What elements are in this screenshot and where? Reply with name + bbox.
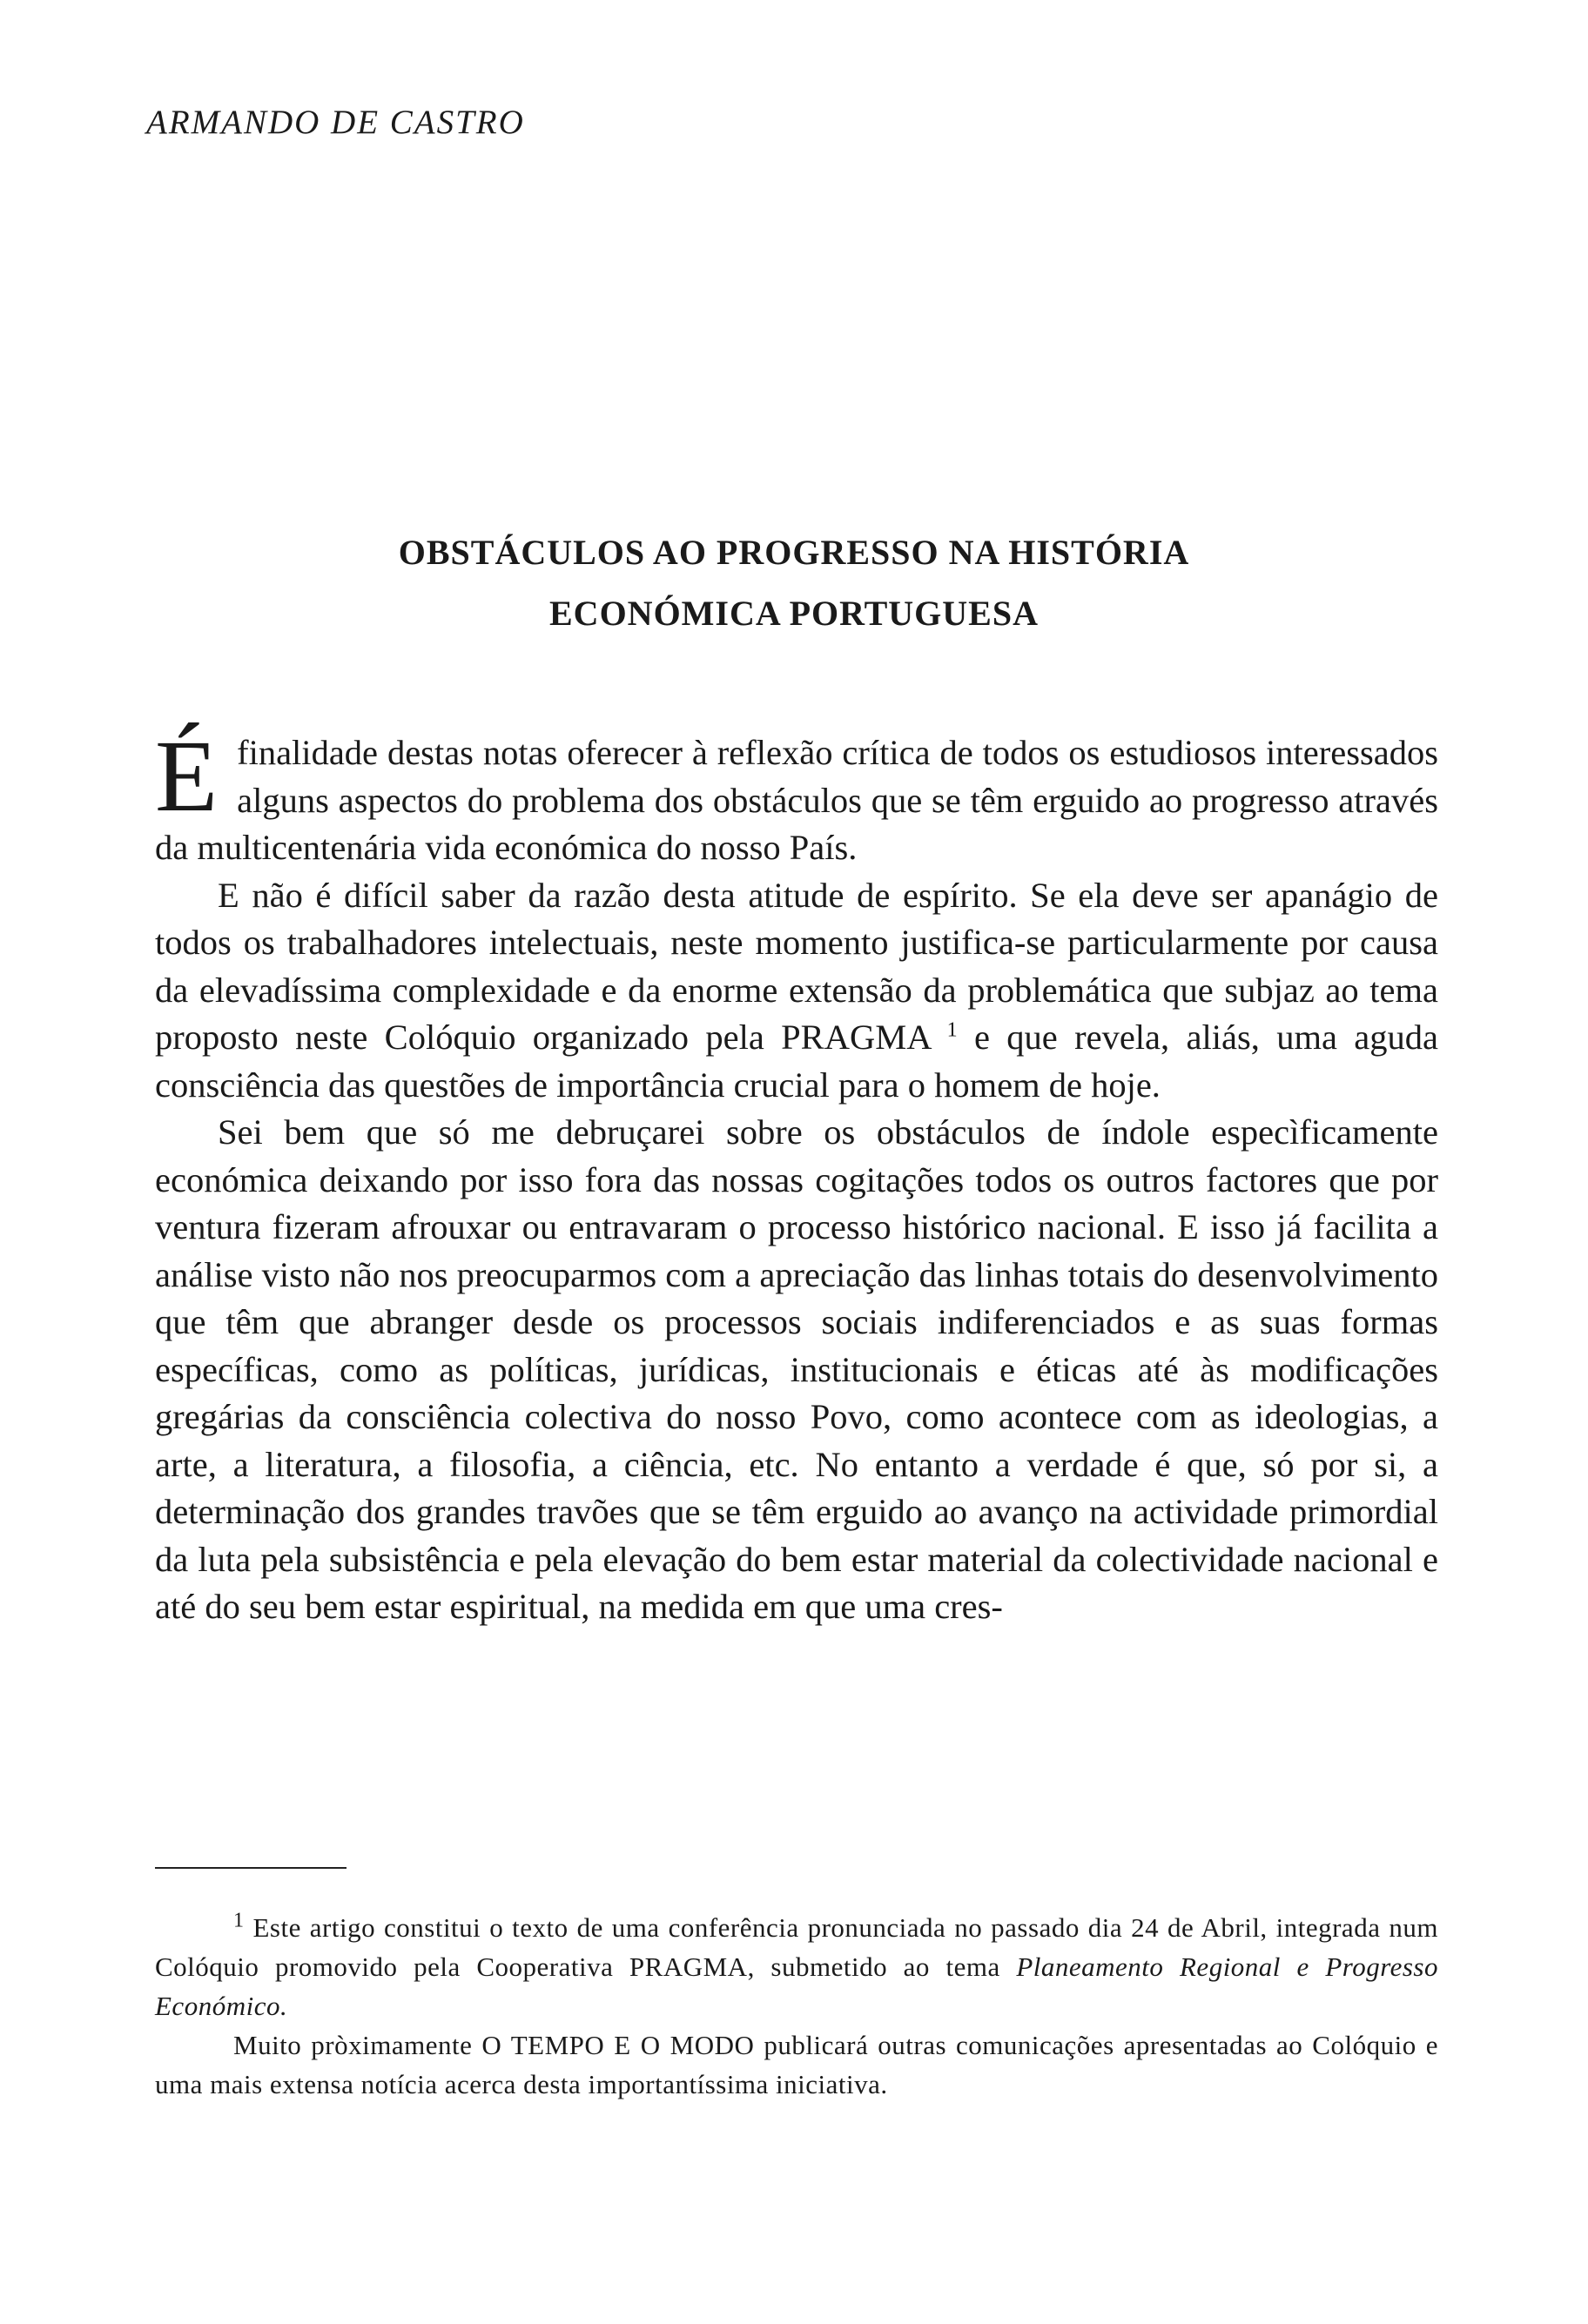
title-line-2: ECONÓMICA PORTUGUESA (549, 594, 1039, 633)
article-title (0, 522, 1588, 644)
footnote-1-text: Este artigo constitui o texto de uma conferência pronunciada no passado dia 24 de Abril, integrada num Colóquio promovido pela Cooperativa PRAGMA, submetido ao tema (155, 1912, 1439, 1982)
running-head-author: ARMANDO DE CASTRO (146, 104, 525, 141)
paragraph-2 (155, 872, 1438, 1110)
paragraph-3: Sei bem que só me debruçarei sobre os obstáculos de índole especìficamente económica deixando por isso fora das nossas cogitações todos os outros factores que por ventura fizeram afrouxar ou entravaram o processo histórico nacional. E isso já facilita a análise visto não nos preocuparmos com a apreciação das linhas totais do desenvolvimento que têm que abranger desde os processos sociais indiferenciados e as suas formas específicas, como as políticas, jurídicas, institucionais e éticas até às modificações gregárias da consciência colectiva do nosso Povo, como acontece com as ideologias, a arte, a literatura, a filosofia, a ciência, etc. No entanto a verdade é que, só por si, a determinação dos grandes travões que se têm erguido ao avanço na actividade primordial da luta pela subsistência e pela elevação do bem estar material da colectividade nacional e até do seu bem estar espiritual, na medida em que uma cres- (155, 1112, 1438, 1626)
paragraph-2-text-b: e que revela, aliás, uma aguda consciência das questões de importância crucial para o homem de hoje. (155, 1018, 1438, 1105)
article-body (155, 719, 1438, 1631)
footnote-2: Muito pròximamente O TEMPO E O MODO publicará outras comunicações apresentadas ao Colóquio e uma mais extensa notícia acerca desta importantíssima iniciativa. (155, 2030, 1438, 2099)
footnote-1-marker: 1 (233, 1909, 245, 1932)
paragraph-2-text-a: E não é difícil saber da razão desta atitude de espírito. Se ela deve ser apanágio de todos os trabalhadores intelectuais, neste momento justifica-se particularmente por causa da elevadíssima complexidade e da enorme extensão da problemática que subjaz ao tema proposto neste Colóquio organizado pela PRAGMA (155, 875, 1438, 1057)
title-line-1: OBSTÁCULOS AO PROGRESSO NA HISTÓRIA (398, 533, 1190, 572)
paragraph-1-text: finalidade destas notas oferecer à reflexão crítica de todos os estudiosos interessados alguns aspectos do problema dos obstáculos que se têm erguido ao progresso através da multicentenária vida económica do nosso País. (155, 733, 1438, 867)
footnote-reference: 1 (946, 1018, 958, 1042)
footnote-divider (155, 1867, 347, 1869)
paragraph-1 (155, 719, 1438, 872)
drop-cap: É (155, 719, 219, 833)
footnote-1 (155, 1908, 1438, 2025)
footnote-1-italic-title: Planeamento Regional e Progresso Económico. (155, 1951, 1438, 2021)
footnotes (155, 1908, 1438, 2104)
